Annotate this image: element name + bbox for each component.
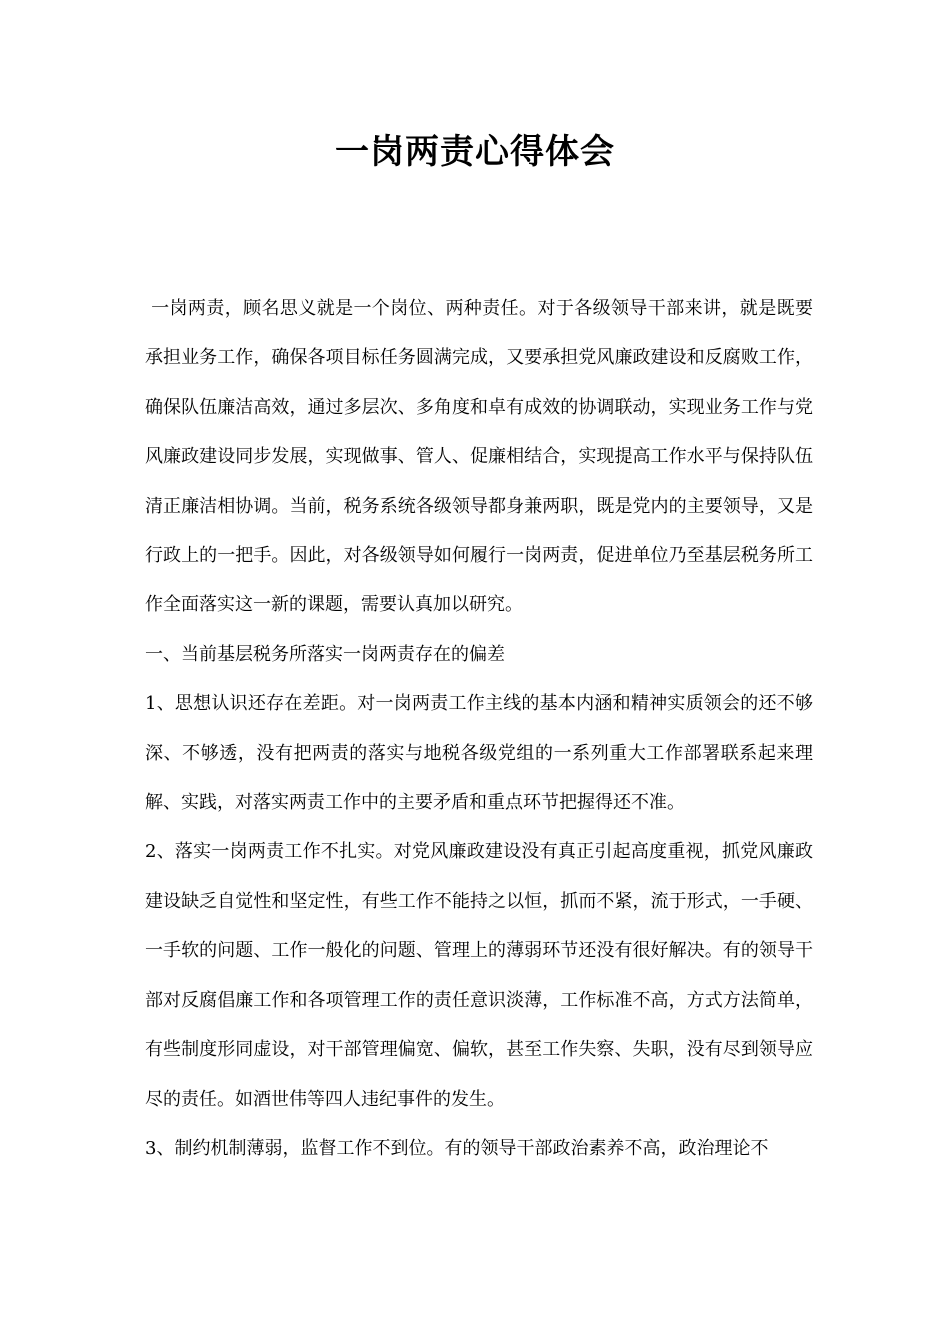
document-title: 一岗两责心得体会 — [335, 132, 615, 172]
section-heading: 一、当前基层税务所落实一岗两责存在的偏差 — [145, 643, 505, 665]
document-body — [145, 284, 813, 1173]
point-1-paragraph: 1、思想认识还存在差距。对一岗两责工作主线的基本内涵和精神实质领会的还不够深、不够透，没有把两责的落实与地税各级党组的一系列重大工作部署联系起来理解、实践，对落实两责工作中的主要矛盾和重点环节把握得还不准。 — [145, 693, 813, 814]
intro-paragraph: 一岗两责，顾名思义就是一个岗位、两种责任。对于各级领导干部来讲，就是既要承担业务工作，确保各项目标任务圆满完成，又要承担党风廉政建设和反腐败工作，确保队伍廉洁高效，通过多层次、多角度和卓有成效的协调联动，实现业务工作与党风廉政建设同步发展，实现做事、管人、促廉相结合，实现提高工作水平与保持队伍清正廉洁相协调。当前，税务系统各级领导都身兼两职，既是党内的主要领导，又是行政上的一把手。因此，对各级领导如何履行一岗两责，促进单位乃至基层税务所工作全面落实这一新的课题，需要认真加以研究。 — [145, 298, 813, 616]
point-3-paragraph: 3、制约机制薄弱，监督工作不到位。有的领导干部政治素养不高，政治理论不 — [145, 1137, 769, 1159]
point-2-paragraph: 2、落实一岗两责工作不扎实。对党风廉政建设没有真正引起高度重视，抓党风廉政建设缺乏自觉性和坚定性，有些工作不能持之以恒，抓而不紧，流于形式，一手硬、一手软的问题、工作一般化的问题、管理上的薄弱环节还没有很好解决。有的领导干部对反腐倡廉工作和各项管理工作的责任意识淡薄，工作标准不高，方式方法简单，有些制度形同虚设，对干部管理偏宽、偏软，甚至工作失察、失职，没有尽到领导应尽的责任。如酒世伟等四人违纪事件的发生。 — [145, 841, 813, 1110]
